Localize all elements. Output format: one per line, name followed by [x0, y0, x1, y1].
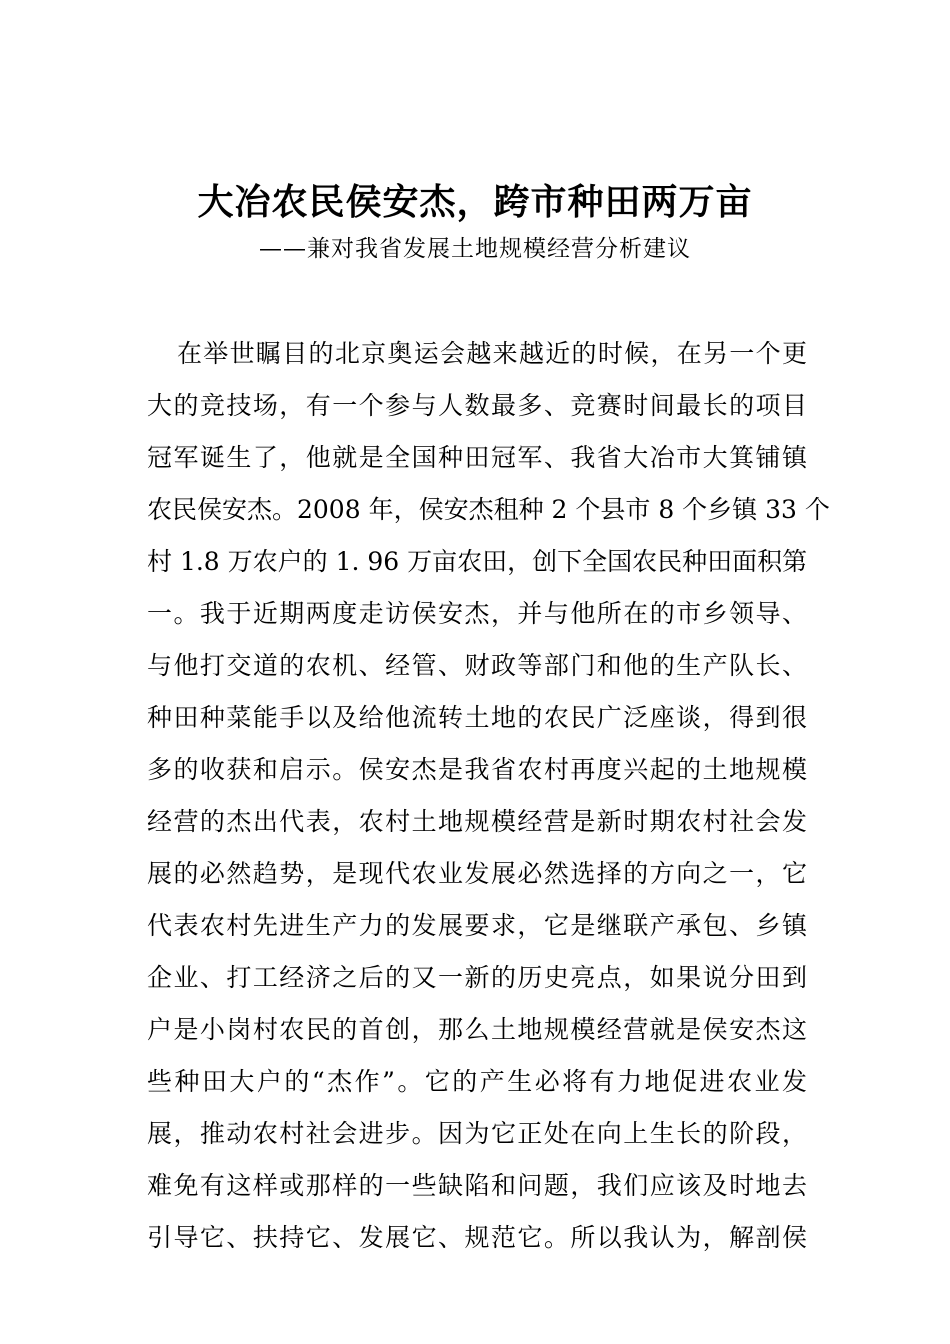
paragraph-line: 与他打交道的农机、经管、财政等部门和他的生产队长、	[147, 651, 807, 680]
document-subtitle: ——兼对我省发展土地规模经营分析建议	[259, 236, 691, 262]
paragraph-line: 农民侯安杰。2008 年，侯安杰租种 2 个县市 8 个乡镇 33 个	[147, 495, 830, 524]
paragraph-line: 大的竞技场，有一个参与人数最多、竞赛时间最长的项目	[147, 391, 807, 420]
paragraph-line: 在举世瞩目的北京奥运会越来越近的时候，在另一个更	[177, 339, 807, 368]
paragraph-line: 企业、打工经济之后的又一新的历史亮点，如果说分田到	[147, 963, 807, 992]
paragraph-line: 经营的杰出代表，农村土地规模经营是新时期农村社会发	[147, 807, 807, 836]
paragraph-line: 展，推动农村社会进步。因为它正处在向上生长的阶段，	[147, 1119, 807, 1148]
paragraph-line: 冠军诞生了，他就是全国种田冠军、我省大冶市大箕铺镇	[147, 443, 807, 472]
paragraph-line: 引导它、扶持它、发展它、规范它。所以我认为，解剖侯	[147, 1223, 807, 1252]
paragraph-line: 户是小岗村农民的首创，那么土地规模经营就是侯安杰这	[147, 1015, 807, 1044]
paragraph-line: 一。我于近期两度走访侯安杰，并与他所在的市乡领导、	[147, 599, 807, 628]
paragraph-line: 多的收获和启示。侯安杰是我省农村再度兴起的土地规模	[147, 755, 807, 784]
document-title: 大冶农民侯安杰，跨市种田两万亩	[197, 181, 753, 223]
paragraph-line: 些种田大户的“杰作”。它的产生必将有力地促进农业发	[147, 1067, 807, 1096]
paragraph-line: 难免有这样或那样的一些缺陷和问题，我们应该及时地去	[147, 1171, 807, 1200]
body-paragraph	[147, 328, 830, 1264]
paragraph-line: 种田种菜能手以及给他流转土地的农民广泛座谈，得到很	[147, 703, 807, 732]
paragraph-line: 展的必然趋势，是现代农业发展必然选择的方向之一，它	[147, 859, 807, 888]
paragraph-line: 代表农村先进生产力的发展要求，它是继联产承包、乡镇	[147, 911, 807, 940]
paragraph-line: 村 1.8 万农户的 1. 96 万亩农田，创下全国农民种田面积第	[147, 547, 808, 576]
